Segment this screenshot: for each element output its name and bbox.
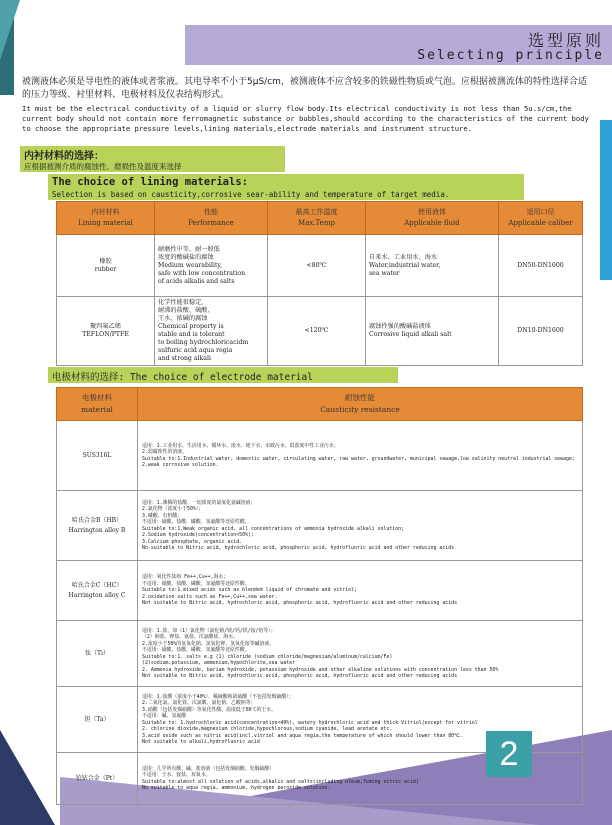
lining-material-cell: 聚四氟乙烯 TEFLON/PTFE xyxy=(57,297,155,366)
lining-fluid-cell: 自来水、工业用水、海水 Water,industrial water, sea water xyxy=(366,235,499,297)
lining-caliber-cell: DN10-DN1600 xyxy=(499,297,583,366)
electrode-col-material: 电极材料 material xyxy=(57,388,138,421)
electrode-col-resistance: 耐蚀性能 Causticity resistance xyxy=(138,388,583,421)
lining-performance-cell: 耐磨性中等、耐一般低 浓度的酸碱盐的腐蚀 Medium wearability, safe with low concentration of acids alkalis and salts xyxy=(155,235,268,297)
page-number: 2 xyxy=(486,731,532,777)
lining-material-cell: 橡胶 rubber xyxy=(57,235,155,297)
lining-subheading-cn: 应根据被测介质的腐蚀性、磨损性及温度来选择 xyxy=(24,162,182,171)
lining-caliber-cell: DN50-DN1600 xyxy=(499,235,583,297)
electrode-material-cell: 哈氏合金C（HC） Harrington alloy C xyxy=(57,561,138,621)
lining-col-temp: 最高工作温度 Max.Temp xyxy=(268,202,366,235)
lining-temp-cell: <80℃ xyxy=(268,235,366,297)
table-row xyxy=(57,561,583,621)
decor-bottom-left-triangle xyxy=(0,730,55,825)
table-row xyxy=(57,421,583,491)
lining-table xyxy=(56,201,583,366)
lining-performance-cell: 化学性能很稳定, 耐沸的盐酸、硫酸、 王水、浓碱的腐蚀 Chemical property is stable and is tolerant to boiling hydrochloricacidm sulfuric acid aqua regia and strong alkali xyxy=(155,297,268,366)
lining-heading-cn: 内衬材料的选择： xyxy=(24,151,104,162)
table-row xyxy=(57,297,583,366)
lining-col-caliber: 适用口径 Applicable caliber xyxy=(499,202,583,235)
lining-col-performance: 性能 Performance xyxy=(155,202,268,235)
lining-subheading-en: Selection is based on causticity,corrosive sear-ability and temperature of target media. xyxy=(52,190,450,199)
electrode-material-cell: 钛（Ti） xyxy=(57,621,138,687)
lining-temp-cell: <120℃ xyxy=(268,297,366,366)
electrode-resistance-cell: 适用：1.盐酸（浓度小于40%）、稀硫酸和浓硫酸（不包括发烟硫酸）； 2.二氧化氯、氯化铁、次氯酸、氯化钠、乙酸钠等； 3.硝酸（包括发烟硝酸）等氧化性酸、温度低于80℃的王水。 不适用：碱、氢氟酸 Suitable to: 1.hydrochloric acid(concentration<40%), watery hydrochloric acid and thick Vitriol(except for vitriol 2. chlorine dioxide,magnesium chloride,hypochlorous,sodium cyanide, lead acetate etc. 3.acid oxide such as nitric acid(incl.vitriol and aqua regia,the temperature of which should lower than 80℃. Not suitable to alkali,hydrofluoric acid xyxy=(138,687,583,753)
electrode-resistance-cell: 适用：1.工业用水、生活用水、循环水、废水、地下水、市政污水、低盐度中性工业污水； 2.弱腐蚀性的溶液。 Suitable to:1.Industrial water, domestic water, circulating water, raw water, groundwater, municipal sewage,low salinity neutral industrial sewage; 2.weak corrosive solution. xyxy=(138,421,583,491)
decor-topleft-triangle xyxy=(0,0,20,60)
lining-heading-en: The choice of lining materials: xyxy=(52,176,248,188)
table-row xyxy=(57,491,583,561)
page-title-cn: 选型原则 xyxy=(527,31,604,50)
electrode-resistance-cell: 适用：1.盐，如（1）氯化物（氯化钠/镁/钙/铁/铵/铝等）； （2）钠盐、钾盐、氨盐、次氯酸盐、海水； 2.浓度小于50%的氢氧化钠、氢氧化钾、氢氧化铵等碱溶液。 不适用：硝酸、盐酸、磷酸、氢氟酸等还原性酸。 Suitable to:1. salts e.g (1) chloride (sodium chloride/magnesium/aluminum/calcium/Fe) (2)sodium,potassium, ammonium,hypochlorite,sea water 2. Ammonia hydroxide, barium hydroxide, potassium hydroxide and other alkaline solutions with concentration less than 50% Not suitable to Nitric acid, hydrochloric acid, phosphoric acid, hydrofluoric acid and other reducing acids xyxy=(138,621,583,687)
page-title-en: Selecting principle xyxy=(417,48,604,63)
intro-text-en: It must be the electrical conductivity of a liquid or slurry flow body.Its electrical conductivity is not less than 5u.s/cm,the current body should not contain more ferromagnetic substance or bubbles,should according to the characteristics of the current body to choose the appropriate pressure levels,lining materials,electrode materials and instrument structure. xyxy=(22,104,589,133)
lining-col-fluid: 使用液体 Applicable fluid xyxy=(366,202,499,235)
lining-fluid-cell: 腐蚀性强的酸碱盐液体 Corrosive liquid alkali salt xyxy=(366,297,499,366)
intro-text-cn: 被测液体必须是导电性的液体或者浆液。其电导率不小于5μS/cm，被测液体不应含较多的铁磁性物质或气泡。应根据被测流体的特性选择合适的压力等级、衬里材料、电极材料及仪表结构形式。 xyxy=(22,77,587,100)
electrode-resistance-cell: 适用：氧化性盐如 Fe++,Cu++,海水； 不适用：硝酸、盐酸、磷酸、氢氟酸等还原性酸。 Suitable to:1.mixed acids such as blended liquid of chromate and vitriol; 2.oxidation salts such as Fe++,Cu++,sea water. Not suitable to Nitric acid, hydrochloric acid, phosphoric acid, hydrofluoric acid and other reducing acids xyxy=(138,561,583,621)
table-row xyxy=(57,235,583,297)
electrode-material-cell: SUS316L xyxy=(57,421,138,491)
electrode-heading: 电极材料的选择: The choice of electrode material xyxy=(52,372,313,383)
electrode-resistance-cell: 适用：1.沸腾的盐酸、一切浓度的氯氧化氨碱溶液； 2.氯化物（浓度小于50%）； 3.磷酸、有机酸。 不适用：硝酸、盐酸、磷酸、氢氟酸等还原性酸。 Suitable to:1.Weak organic acid, all concentrations of ammonia hydroxide alkali solution; 2.Sodium hydroxide(concentration<50%); 3.Calcium phosphate, organic acid. No-suitable to Nitric acid, hydrochloric acid, phosphoric acid, hydrofluoric acid and other reducing acids xyxy=(138,491,583,561)
electrode-material-cell: 铂铱合金（Pt） xyxy=(57,753,138,805)
electrode-resistance-cell: 适用：几乎所有酸、碱、盐溶液（包括发烟硝酸、发烟硫酸） 不适用：王水、铵盐、双氧水。 Suitable to:almost all solution of acids,alkalis and salts(including oleum,fuming nitric acid) No suitable to aqua regia, ammonium, hydrogen peroxide solution. xyxy=(138,753,583,805)
decor-right-bar xyxy=(600,120,612,280)
table-row xyxy=(57,621,583,687)
electrode-material-cell: 钽（Ta） xyxy=(57,687,138,753)
lining-col-material: 内衬材料 Lining material xyxy=(57,202,155,235)
electrode-material-cell: 哈氏合金B（HB） Harrington alloy B xyxy=(57,491,138,561)
